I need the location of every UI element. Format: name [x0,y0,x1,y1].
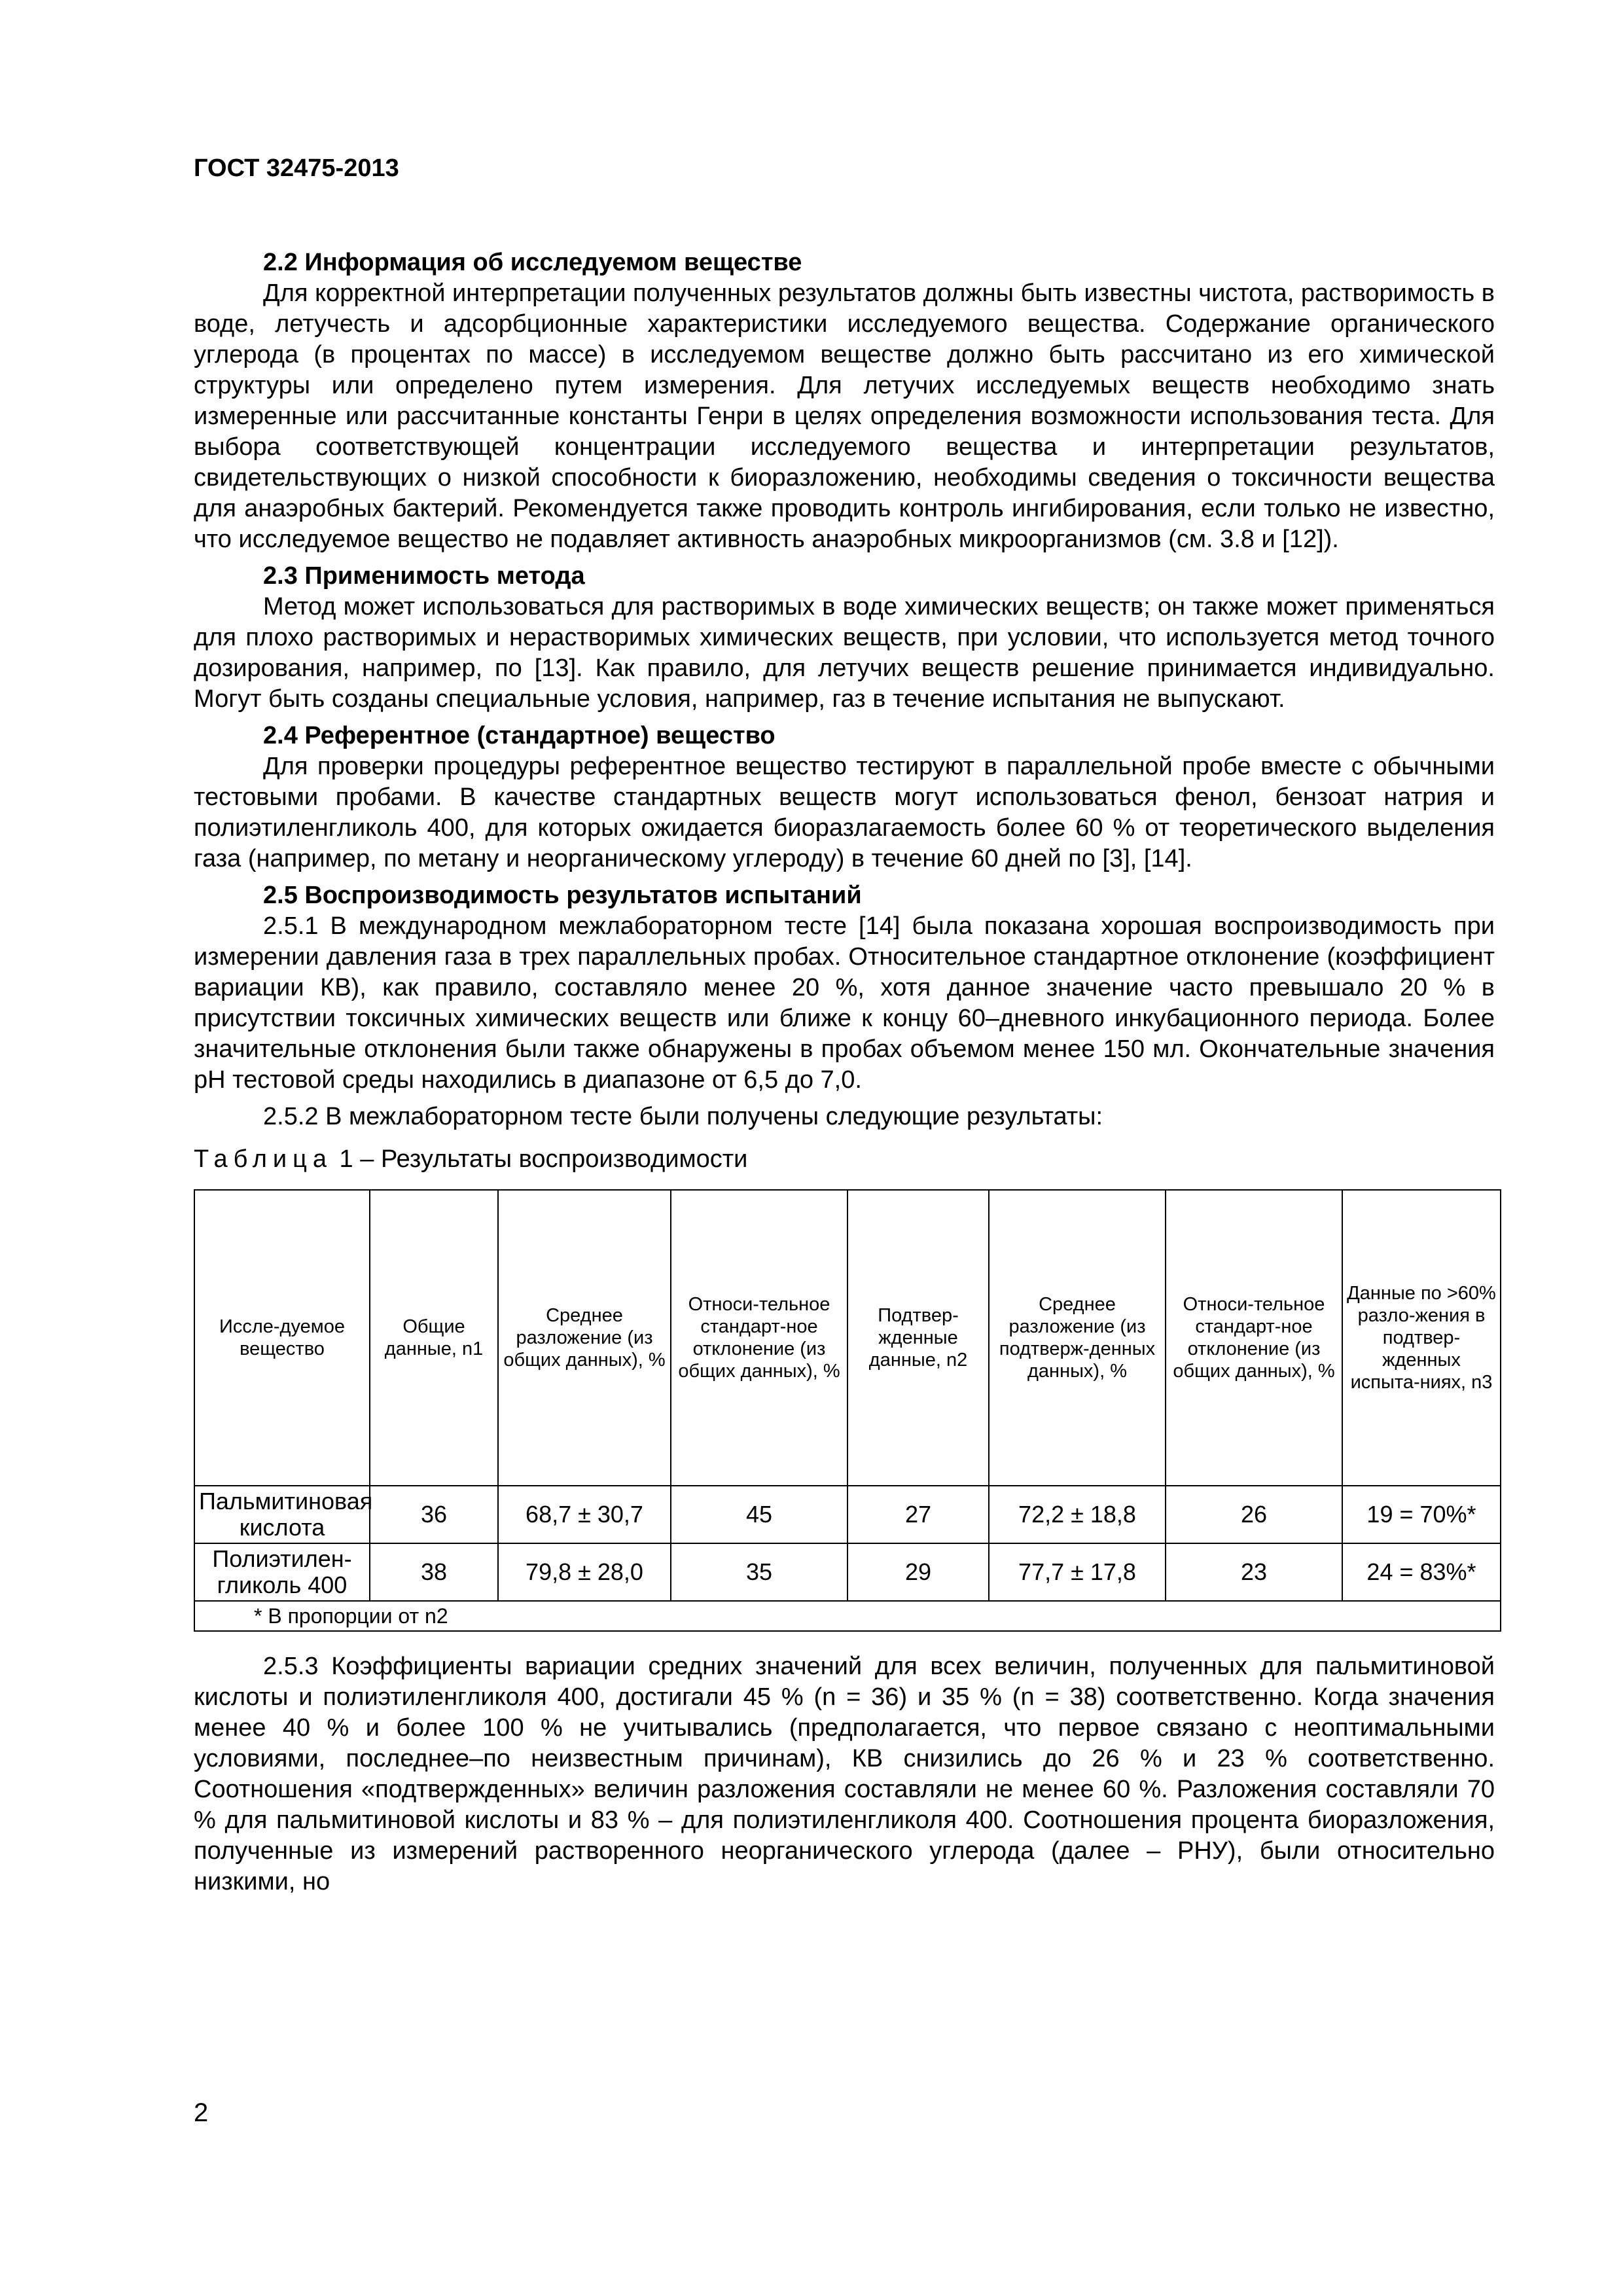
table-cell: 38 [370,1543,498,1601]
table-header-cell: Относи-тельное стандарт-ное отклонение (из общих данных), % [671,1190,847,1486]
table-cell: 36 [370,1486,498,1543]
paragraph: Для корректной интерпретации полученных результатов должны быть известны чистота, растворимость в воде, летучесть и адсорбционные характеристики исследуемого вещества. Содержание органического углерода (в процентах по массе) в исследуемом веществе должно быть рассчитано из его химической структуры или определено путем измерения. Для летучих исследуемых веществ необходимо знать измеренные или рассчитанные константы Генри в целях определения возможности использования теста. Для выбора соответствующей концентрации исследуемого вещества и интерпретации результатов, свидетельствующих о низкой способности к биоразложению, необходимы сведения о токсичности вещества для анаэробных бактерий. Рекомендуется также проводить контроль ингибирования, если только не известно, что исследуемое вещество не подавляет активность анаэробных микроорганизмов (см. 3.8 и [12]). [194,279,1495,553]
table-cell: 24 = 83%* [1342,1543,1501,1601]
table-cell: 27 [847,1486,989,1543]
document-header: ГОСТ 32475-2013 [194,154,399,182]
table-cell: 45 [671,1486,847,1543]
table-cell: 26 [1166,1486,1342,1543]
table-caption-word: Таблица [194,1145,332,1173]
section-heading-2-5: 2.5 Воспроизводимость результатов испытаний [263,882,862,909]
table-header-cell: Среднее разложение (из общих данных), % [498,1190,671,1486]
paragraph: 2.5.2 В межлабораторном тесте были получены следующие результаты: [263,1103,1103,1130]
paragraph: Метод может использоваться для растворимых в воде химических веществ; он также может применяться для плохо растворимых и нерастворимых химических веществ, при условии, что используется метод точного дозирования, например, по [13]. Как правило, для летучих веществ решение принимается индивидуально. Могут быть созданы специальные условия, например, газ в течение испытания не выпускают. [194,593,1495,713]
paragraph: Для проверки процедуры референтное вещество тестируют в параллельной пробе вместе с обычными тестовыми пробами. В качестве стандартных веществ могут использоваться фенол, бензоат натрия и полиэтиленгликоль 400, для которых ожидается биоразлагаемость более 60 % от теоретического выделения газа (например, по метану и неорганическому углероду) в течение 60 дней по [3], [14]. [194,753,1495,872]
table-cell: Пальмитиновая кислота [194,1486,370,1543]
table-cell: 68,7 ± 30,7 [498,1486,671,1543]
table-footnote: * В пропорции от n2 [194,1601,1501,1631]
table-caption [194,1144,1495,1175]
section-heading-2-2: 2.2 Информация об исследуемом веществе [263,249,802,276]
table-cell: 23 [1166,1543,1342,1601]
table-cell: Полиэтилен-гликоль 400 [194,1543,370,1601]
table-header-cell: Иссле-дуемое вещество [194,1190,370,1486]
table-header-cell: Общие данные, n1 [370,1190,498,1486]
table-cell: 79,8 ± 28,0 [498,1543,671,1601]
document-body [194,247,1495,1903]
paragraph: 2.5.1 В международном межлабораторном тесте [14] была показана хорошая воспроизводимость при измерении давления газа в трех параллельных пробах. Относительное стандартное отклонение (коэффициент вариации КВ), как правило, составляло менее 20 %, хотя данное значение часто превышало 20 % в присутствии токсичных химических веществ или ближе к концу 60–дневного инкубационного периода. Более значительные отклонения были также обнаружены в пробах объемом менее 150 мл. Окончательные значения pH тестовой среды находились в диапазоне от 6,5 до 7,0. [194,912,1495,1094]
table-cell: 29 [847,1543,989,1601]
table-cell: 77,7 ± 17,8 [989,1543,1166,1601]
reproducibility-table [194,1189,1501,1632]
table-cell: 35 [671,1543,847,1601]
section-heading-2-3: 2.3 Применимость метода [263,562,585,590]
table-header-cell: Относи-тельное стандарт-ное отклонение (из общих данных), % [1166,1190,1342,1486]
paragraph: 2.5.3 Коэффициенты вариации средних значений для всех величин, полученных для пальмитиновой кислоты и полиэтиленгликоля 400, достигали 45 % (n = 36) и 35 % (n = 38) соответственно. Когда значения менее 40 % и более 100 % не учитывались (предполагается, что первое связано с неоптимальными условиями, последнее–по неизвестным причинам), КВ снизились до 26 % и 23 % соответственно. Соотношения «подтвержденных» величин разложения составляли не менее 60 %. Разложения составляли 70 % для пальмитиновой кислоты и 83 % – для полиэтиленгликоля 400. Соотношения процента биоразложения, полученные из измерений растворенного неорганического углерода (далее – РНУ), были относительно низкими, но [194,1653,1495,1895]
table-row [194,1543,1501,1601]
table-caption-text: 1 – Результаты воспроизводимости [332,1145,748,1173]
table-header-cell: Подтвер-жденные данные, n2 [847,1190,989,1486]
table-footnote-row [194,1601,1501,1631]
table-header-cell: Данные по >60% разло-жения в подтвер-жденных испыта-ниях, n3 [1342,1190,1501,1486]
section-heading-2-4: 2.4 Референтное (стандартное) вещество [263,722,776,749]
table-cell: 19 = 70%* [1342,1486,1501,1543]
table-header-row [194,1190,1501,1486]
table-row [194,1486,1501,1543]
table-cell: 72,2 ± 18,8 [989,1486,1166,1543]
page-number: 2 [194,2098,209,2127]
table-header-cell: Среднее разложение (из подтверж-денных данных), % [989,1190,1166,1486]
